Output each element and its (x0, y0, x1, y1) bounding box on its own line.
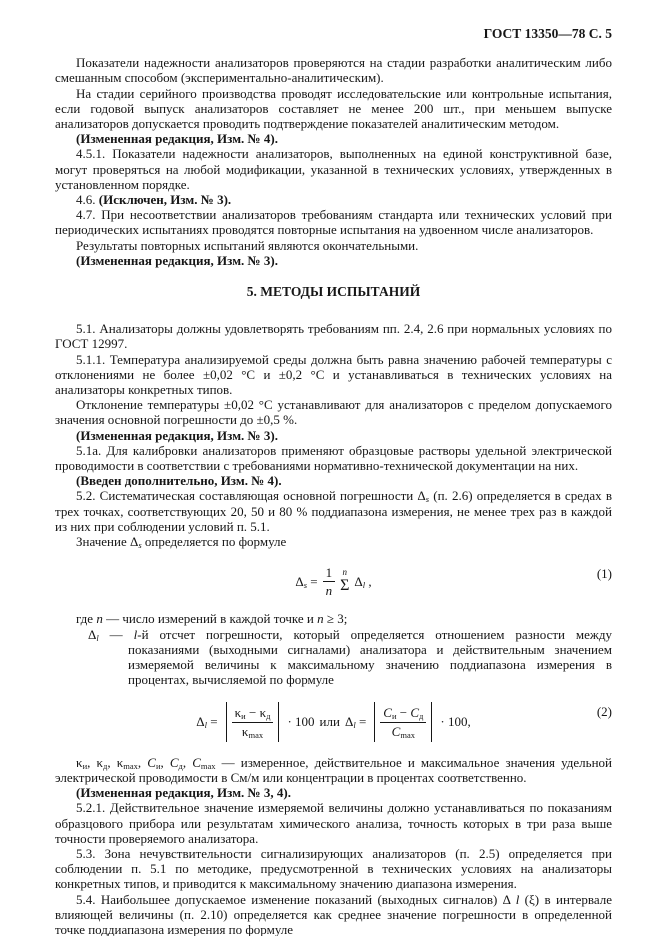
paragraph-4-5-1: 4.5.1. Показатели надежности анализаторов, выполненных на единой конструктивной базе, могут проверяться на любой модификации, указанной в технических условиях, утвержденных в установленном порядке. (55, 146, 612, 192)
paragraph-5-1: 5.1. Анализаторы должны удовлетворять требованиям пп. 2.4, 2.6 при нормальных условиях по ГОСТ 12997. (55, 321, 612, 352)
paragraph-introduced-note-4: (Введен дополнительно, Изм. № 4). (76, 473, 282, 489)
formula-2 (55, 702, 612, 741)
paragraph-5-4: 5.4. Наибольшее допускаемое изменение показаний (выходных сигналов) Δ l (ξ) в интервале влияющей величины (п. 2.10) определяется как среднее значение погрешности в определенной точке поддиапазона измерения по формуле (55, 891, 612, 936)
paragraph-amendment-note-3: (Измененная редакция, Изм. № 3). (76, 252, 278, 268)
paragraph-amendment-note-3-4: (Измененная редакция, Изм. № 3, 4). (76, 785, 291, 801)
formula-1-expression (295, 565, 371, 598)
paragraph-5-1-1: 5.1.1. Температура анализируемой среды должна быть равна значению рабочей температуры с отклонениями не более ±0,02 °С и ±0,2 °С и устанавливаться в технических условиях на анализаторы конкретных типов. (55, 351, 612, 398)
paragraph-amendment-note-4: (Измененная редакция, Изм. № 4). (76, 131, 278, 147)
formula-2-times-100-b: · 100, (440, 714, 471, 730)
formula-2-lhs2: $\Delta_l$ = (344, 714, 367, 731)
formula-2-lhs: $\Delta_l$ = (196, 714, 218, 731)
formula-2-abs-c: $\frac{C_и - C_д}{C_{max}}$ (374, 702, 432, 741)
formula-2-number: (2) (596, 704, 612, 720)
paragraph-serial-production: На стадии серийного производства проводят исследовательские или контрольные испытания, если годовой выпуск анализаторов составляет не менее 200 шт., при меньшем выпуске анализаторов допускается проводить подтверждение показателей аналитическим методом. (55, 85, 612, 132)
section-5-heading: 5. МЕТОДЫ ИСПЫТАНИЙ (246, 284, 421, 300)
paragraph-where-n: где n — число измерений в каждой точке и n ≥ 3; (76, 611, 348, 627)
formula-1 (55, 564, 612, 598)
paragraph-5-1a-calibration: 5.1а. Для калибровки анализаторов применяют образцовые растворы удельной электрической проводимости в соответствии с требованиями нормативно-технической документации на них. (55, 442, 612, 474)
paragraph-retest-results: Результаты повторных испытаний являются окончательными. (76, 237, 419, 253)
page-header-standard-number: ГОСТ 13350—78 С. 5 (483, 26, 612, 41)
sigma-sum-symbol: n Σ (340, 567, 350, 595)
paragraph-delta-s-formula-intro: Значение $\Delta_s$ определяется по формуле (76, 534, 287, 551)
paragraph-4-6-excluded: 4.6. (Исключен, Изм. № 3). (76, 192, 232, 208)
formula-1-lhs: $\Delta_s$ = (295, 573, 318, 590)
paragraph-reliability-check: Показатели надежности анализаторов проверяются на стадии разработки аналитическим либо смешанным способом (экспериментально-аналитическим). (55, 55, 612, 86)
formula-1-rhs: $\Delta_l$ , (354, 573, 372, 590)
paragraph-amendment-note-3b: (Измененная редакция, Изм. № 3). (76, 427, 278, 443)
formula-2-or: или (319, 714, 340, 730)
formula-2-times-100-a: · 100 (287, 714, 315, 730)
formula-1-fraction: $\frac{1}{n}$ (323, 565, 336, 598)
formula-1-number: (1) (596, 566, 612, 582)
paragraph-5-2: 5.2. Систематическая составляющая основной погрешности $\Delta_s$ (п. 2.6) определяется в средах в трех точках, соответствующих 20, 50 и 80 % поддиапазона измерения, не менее трех раз в каждой из них при соблюдении условий п. 5.1. (55, 488, 612, 534)
formula-2-abs-kappa: $\frac{\kappa_и - \kappa_д}{\kappa_{max}}$ (226, 702, 280, 741)
paragraph-kappa-c-legend: $\kappa_и$, $\kappa_д$, $\kappa_{max}$, $C_и$, $C_д$, $C_{max}$ — измеренное, действительное и максимальное значения удельной электрической проводимости в См/м или концентрации в процентах соответственно. (55, 754, 612, 785)
paragraph-5-3: 5.3. Зона нечувствительности сигнализирующих анализаторов (п. 2.5) определяется при соблюдении п. 5.1 по методике, предусмотренной в технических условиях на анализаторы конкретных типов, и приводится к максимальному значению диапазона измерения. (55, 845, 612, 892)
paragraph-temperature-deviation: Отклонение температуры ±0,02 °С устанавливают для анализаторов с пределом допускаемого значения основной погрешности до ±0,5 %. (55, 397, 612, 428)
paragraph-delta-l-definition: $\Delta_l$ — l-й отсчет погрешности, который определяется отношением разности между показаниями (выходными сигналами) анализатора и действительным значением измеряемой величины к максимальному значению поддиапазона измерения в процентах, вычисляемой по формуле (88, 626, 612, 688)
paragraph-4-7: 4.7. При несоответствии анализаторов требованиям стандарта или технических условий при периодических испытаниях проводятся повторные испытания на удвоенном числе анализаторов. (55, 207, 612, 238)
formula-2-expression (196, 702, 470, 741)
paragraph-5-2-1: 5.2.1. Действительное значение измеряемой величины должно устанавливаться по показаниям образцового прибора или результатам химического анализа, точность которых в три раза выше точности проверяемого анализатора. (55, 800, 612, 846)
